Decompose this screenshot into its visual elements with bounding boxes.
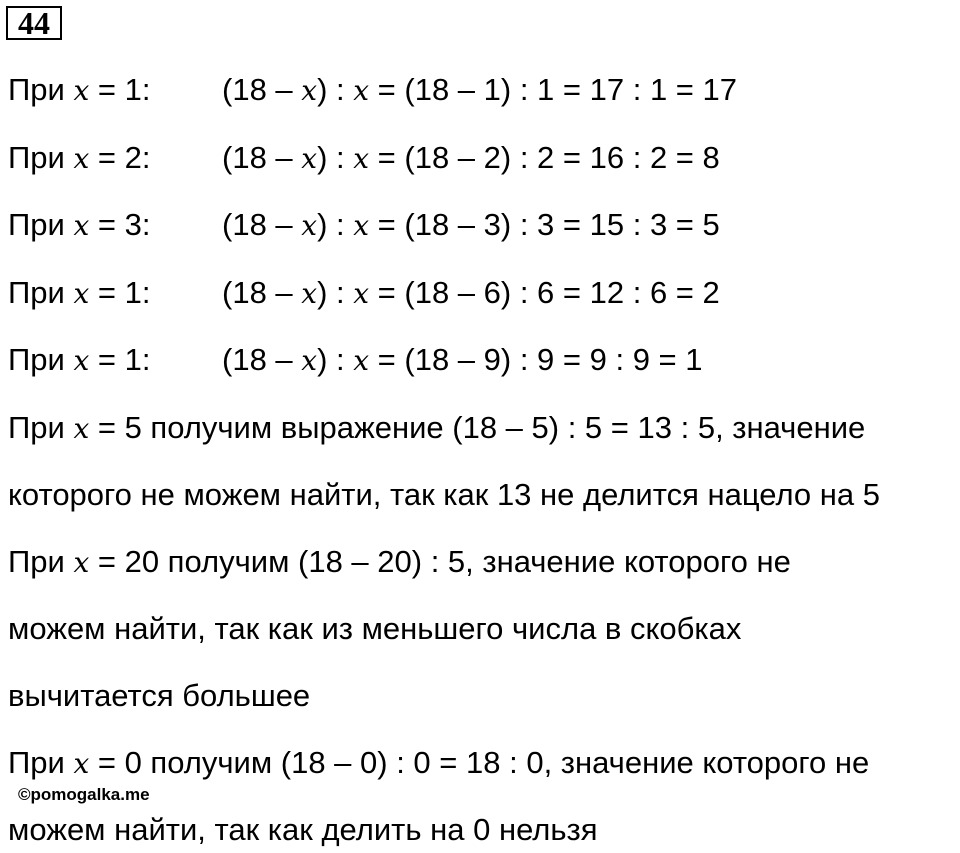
row-prefix: При [8,275,74,310]
para1-line2: которого не можем найти, так как 13 не делится нацело на 5 [8,477,880,512]
equation-row-3-expr [222,207,720,244]
variable-x: x [73,142,90,175]
row-prefix: При [8,207,74,242]
para-text: = 20 получим (18 – 20) : 5, значение которого не [89,544,791,579]
expr-result: = (18 – 2) : 2 = 16 : 2 = 8 [369,140,720,175]
variable-x: x [301,209,318,242]
para-text: = 0 получим (18 – 0) : 0 = 18 : 0, значение которого не [89,745,870,780]
expr-part: (18 – [222,72,302,107]
variable-x: x [353,344,370,377]
row-condition: = 1: [89,342,151,377]
expr-part: ) : [317,207,354,242]
row-prefix: При [8,140,74,175]
equation-row-3 [8,207,150,244]
variable-x: x [73,209,90,242]
variable-x: x [353,142,370,175]
expr-part: ) : [317,342,354,377]
equation-row-5-expr [222,342,703,379]
variable-x: x [353,209,370,242]
para1-line1 [8,410,865,447]
para2-line1 [8,544,791,581]
variable-x: x [73,74,90,107]
problem-number: 44 [6,6,62,40]
variable-x: x [73,344,90,377]
equation-row-2 [8,140,150,177]
watermark: ©pomogalka.me [18,785,150,804]
variable-x: x [73,546,90,579]
para3-line1 [8,745,869,782]
expr-result: = (18 – 1) : 1 = 17 : 1 = 17 [369,72,737,107]
expr-part: ) : [317,275,354,310]
equation-row-1 [8,72,150,109]
row-condition: = 1: [89,72,151,107]
expr-result: = (18 – 6) : 6 = 12 : 6 = 2 [369,275,720,310]
variable-x: x [353,277,370,310]
expr-result: = (18 – 9) : 9 = 9 : 9 = 1 [369,342,703,377]
expr-part: ) : [317,140,354,175]
variable-x: x [301,344,318,377]
row-condition: = 1: [89,275,151,310]
para-text: = 5 получим выражение (18 – 5) : 5 = 13 : 5, значение [89,410,866,445]
variable-x: x [301,142,318,175]
para3-line2: можем найти, так как делить на 0 нельзя [8,812,598,847]
variable-x: x [73,412,90,445]
expr-part: (18 – [222,207,302,242]
variable-x: x [73,747,90,780]
variable-x: x [73,277,90,310]
row-condition: = 2: [89,140,151,175]
expr-part: (18 – [222,342,302,377]
para-prefix: При [8,544,74,579]
equation-row-1-expr [222,72,737,109]
expr-part: (18 – [222,275,302,310]
equation-row-2-expr [222,140,720,177]
equation-row-4 [8,275,150,312]
equation-row-5 [8,342,150,379]
variable-x: x [301,277,318,310]
expr-part: ) : [317,72,354,107]
para2-line2: можем найти, так как из меньшего числа в скобках [8,611,742,646]
variable-x: x [353,74,370,107]
equation-row-4-expr [222,275,720,312]
row-condition: = 3: [89,207,151,242]
para-prefix: При [8,745,74,780]
expr-result: = (18 – 3) : 3 = 15 : 3 = 5 [369,207,720,242]
variable-x: x [301,74,318,107]
para-prefix: При [8,410,74,445]
expr-part: (18 – [222,140,302,175]
para2-line3: вычитается большее [8,678,311,713]
row-prefix: При [8,342,74,377]
row-prefix: При [8,72,74,107]
